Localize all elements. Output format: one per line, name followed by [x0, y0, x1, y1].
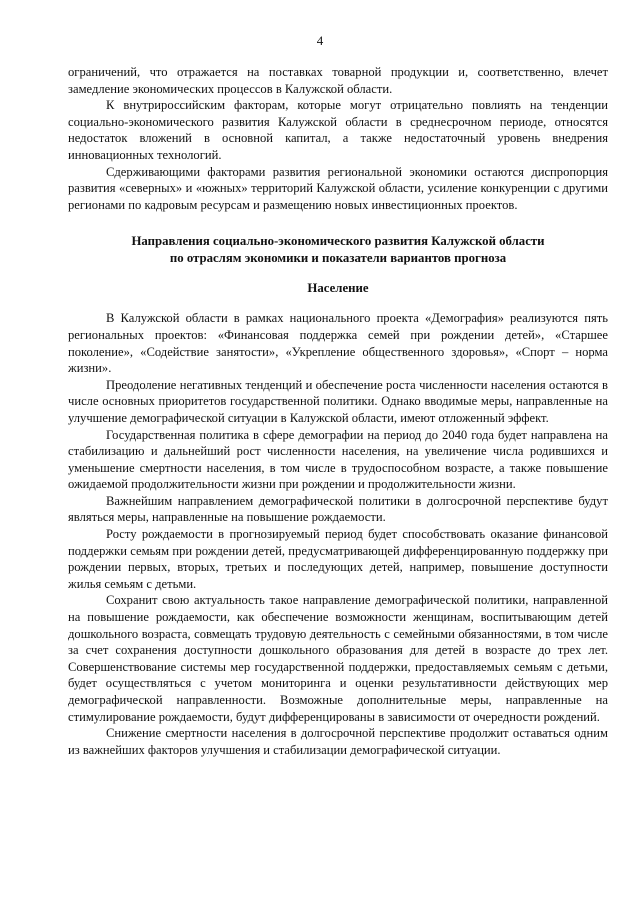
paragraph-state-policy: Государственная политика в сфере демографии на период до 2040 года будет направлена на стабилизацию и дальнейший рост численности населения, на увеличение числа родившихся и уменьшение смертности населения, в том числе в трудоспособном возрасте, а также повышение ожидаемой продолжительности жизни при рождении и продолжительности жизни.	[68, 427, 608, 492]
section-title-line-1: Направления социально-экономического развития Калужской области	[131, 234, 545, 249]
paragraph-national-project: В Калужской области в рамках национального проекта «Демография» реализуются пять региональных проектов: «Финансовая поддержка семей при рождении детей», «Старшее поколение», «Содействие занятости», «Укрепление общественного здоровья», «Спорт – норма жизни».	[68, 311, 608, 376]
paragraph-continuation: ограничений, что отражается на поставках товарной продукции и, соответственно, влечет замедление экономических процессов в Калужской области.	[68, 65, 608, 96]
paragraph-domestic-factors: К внутрироссийским факторам, которые могут отрицательно повлиять на тенденции социально-экономического развития Калужской области в среднесрочном периоде, относятся недостаток вложений в основной капитал, а также недостаточный уровень внедрения инновационных технологий.	[68, 98, 608, 162]
subsection-title: Население	[307, 281, 369, 296]
paragraph-birth-rate-growth: Росту рождаемости в прогнозируемый период будет способствовать оказание финансовой поддержки семьям при рождении детей, предусматривающей дифференцированную поддержку при рождении первых, вторых, третьих и последующих детей, например, повышение доступности жилья семьям с детьми.	[68, 527, 608, 591]
section-title-line-2: по отраслям экономики и показатели вариантов прогноза	[169, 251, 507, 266]
page-number: 4	[316, 33, 324, 48]
paragraph-policy-relevance: Сохранит свою актуальность такое направление демографической политики, направленной на повышение рождаемости, как обеспечение возможности женщинам, воспитывающим детей дошкольного возраста, совмещать трудовую деятельность с семейными обязанностями, в том числе за счет сохранения доступности дошкольного образования для детей в возрасте до трех лет. Совершенствование системы мер государственной поддержки, предоставляемых семьям с детьми, будет осуществляться с учетом мониторинга и оценки результативности действующих мер демографической направленности. Возможные дополнительные меры, направленные на стимулирование рождаемости, будут дифференцированы в зависимости от очередности рождений.	[68, 593, 608, 724]
paragraph-negative-trends: Преодоление негативных тенденций и обеспечение роста численности населения остаются в числе основных приоритетов государственной политики. Однако вводимые меры, направленные на улучшение демографической ситуации в Калужской области, имеют отложенный эффект.	[68, 377, 608, 425]
section-title	[68, 233, 608, 267]
paragraph-constraining-factors: Сдерживающими факторами развития региональной экономики остаются диспропорция развития «северных» и «южных» территорий Калужской области, усиление конкуренции с другими регионами по кадровым ресурсам и размещению новых инвестиционных проектов.	[68, 164, 608, 212]
document-body	[68, 64, 608, 758]
paragraph-mortality-reduction: Снижение смертности населения в долгосрочной перспективе продолжит оставаться одним из важнейших факторов улучшения и стабилизации демографической ситуации.	[68, 726, 608, 757]
paragraph-key-direction: Важнейшим направлением демографической политики в долгосрочной перспективе будут являться меры, направленные на повышение рождаемости.	[68, 493, 608, 525]
